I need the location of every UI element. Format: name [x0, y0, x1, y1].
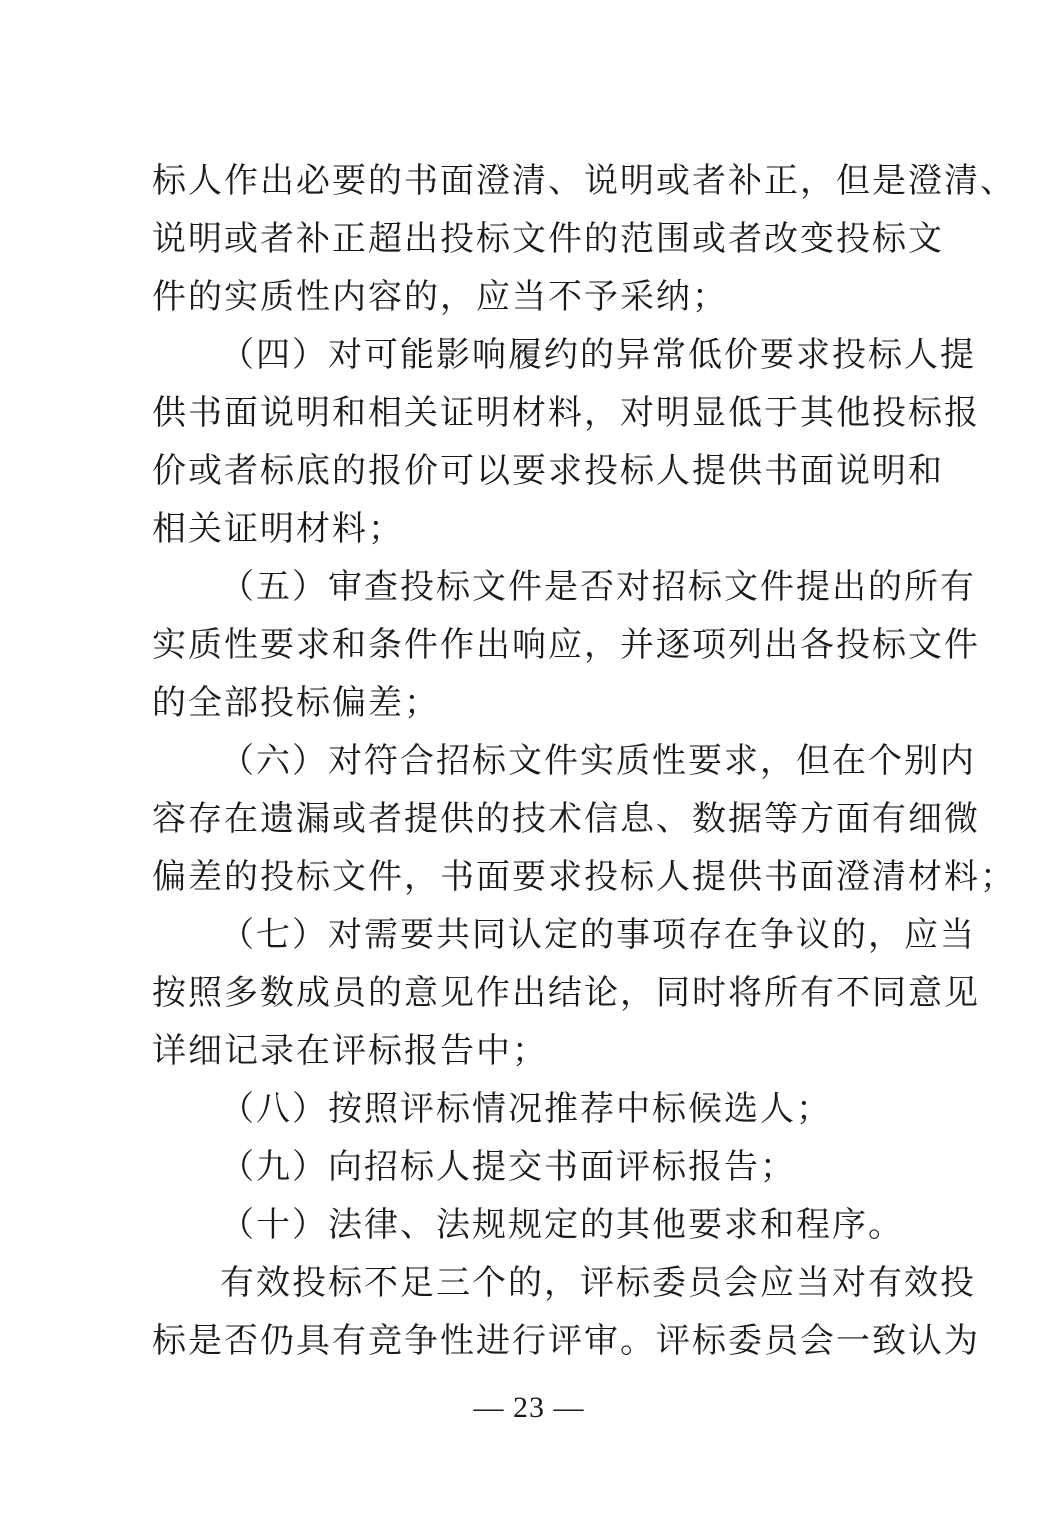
list-item-10: （十）法律、法规规定的其他要求和程序。 — [220, 1205, 904, 1245]
text-line: 偏差的投标文件，书面要求投标人提供书面澄清材料； — [152, 857, 1016, 897]
text-line: 说明或者补正超出投标文件的范围或者改变投标文 — [152, 219, 944, 259]
list-item-9: （九）向招标人提交书面评标报告； — [220, 1147, 796, 1187]
text-line: 标人作出必要的书面澄清、说明或者补正，但是澄清、 — [152, 161, 1016, 201]
list-item-8: （八）按照评标情况推荐中标候选人； — [220, 1089, 832, 1129]
list-item-4: （四）对可能影响履约的异常低价要求投标人提 — [220, 335, 976, 375]
text-line: 的全部投标偏差； — [152, 683, 440, 723]
list-item-5: （五）审查投标文件是否对招标文件提出的所有 — [220, 567, 976, 607]
text-line: 价或者标底的报价可以要求投标人提供书面说明和 — [152, 451, 944, 491]
body-text — [152, 152, 1016, 1370]
text-line: 容存在遗漏或者提供的技术信息、数据等方面有细微 — [152, 799, 980, 839]
list-item-6: （六）对符合招标文件实质性要求，但在个别内 — [220, 741, 976, 781]
text-line: 件的实质性内容的，应当不予采纳； — [152, 277, 728, 317]
text-line: 标是否仍具有竞争性进行评审。评标委员会一致认为 — [152, 1321, 980, 1361]
text-line: 实质性要求和条件作出响应，并逐项列出各投标文件 — [152, 625, 980, 665]
text-line: 供书面说明和相关证明材料，对明显低于其他投标报 — [152, 393, 980, 433]
text-line: 按照多数成员的意见作出结论，同时将所有不同意见 — [152, 973, 980, 1013]
paragraph-start: 有效投标不足三个的，评标委员会应当对有效投 — [220, 1263, 976, 1303]
page-number: — 23 — — [473, 1391, 585, 1424]
text-line: 详细记录在评标报告中； — [152, 1031, 548, 1071]
list-item-7: （七）对需要共同认定的事项存在争议的，应当 — [220, 915, 976, 955]
text-line: 相关证明材料； — [152, 509, 404, 549]
